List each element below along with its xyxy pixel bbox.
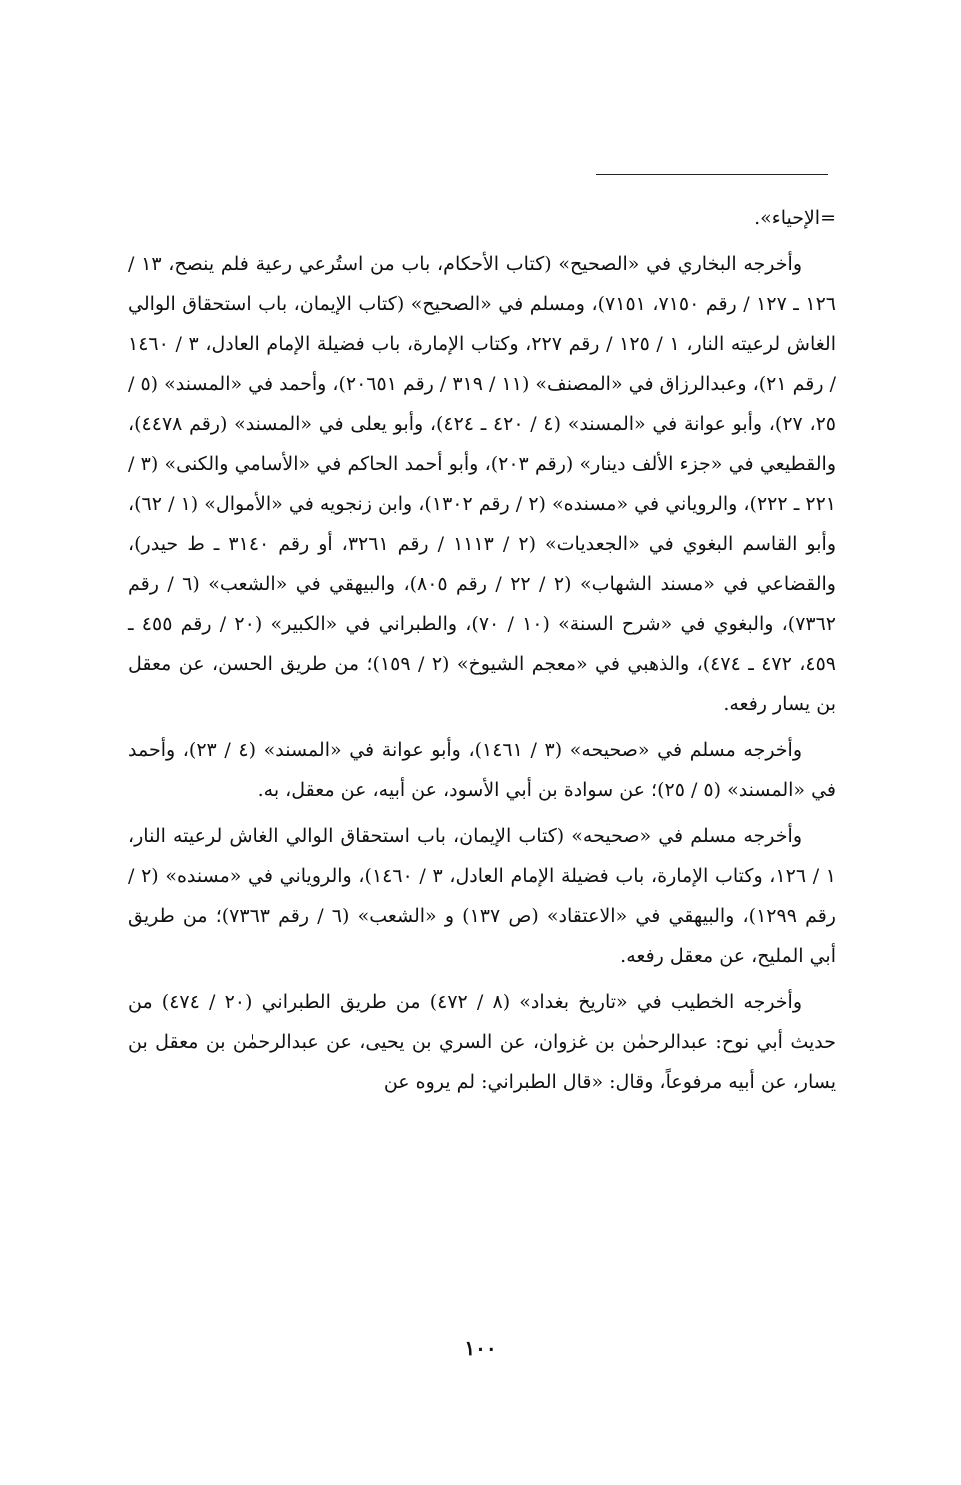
paragraph-4: وأخرجه الخطيب في «تاريخ بغداد» (٨ / ٤٧٢) من طريق الطبراني (٢٠ / ٤٧٤) من حديث أبي نوح: عبدالرحمٰن بن غزوان، عن السري بن يحيى، عن عبدالرحمٰن بن معقل بن يسار، عن أبيه مرفوعاً، وقال: «قال الطبراني: لم يروه عن <box>128 991 836 1093</box>
continuation-line: =الإحياء». <box>754 207 836 229</box>
footnote-text <box>128 198 836 1108</box>
paragraph-2: وأخرجه مسلم في «صحيحه» (٣ / ١٤٦١)، وأبو عوانة في «المسند» (٤ / ٢٣)، وأحمد في «المسند» (٥ / ٢٥)؛ عن سوادة بن أبي الأسود، عن أبيه، عن معقل، به. <box>128 739 836 801</box>
page-number: ١٠٠ <box>464 1336 497 1360</box>
paragraph-3: وأخرجه مسلم في «صحيحه» (كتاب الإيمان، باب استحقاق الوالي الغاش لرعيته النار، ١ / ١٢٦، وكتاب الإمارة، باب فضيلة الإمام العادل، ٣ / ١٤٦٠)، والروياني في «مسنده» (٢ / رقم ١٢٩٩)، والبيهقي في «الاعتقاد» (ص ١٣٧) و «الشعب» (٦ / رقم ٧٣٦٣)؛ من طريق أبي المليح، عن معقل رفعه. <box>128 825 836 967</box>
paragraph-1: وأخرجه البخاري في «الصحيح» (كتاب الأحكام، باب من استُرعي رعية فلم ينصح، ١٣ / ١٢٦ ـ ١٢٧ / رقم ٧١٥٠، ٧١٥١)، ومسلم في «الصحيح» (كتاب الإيمان، باب استحقاق الوالي الغاش لرعيته النار، ١ / ١٢٥ / رقم ٢٢٧، وكتاب الإمارة، باب فضيلة الإمام العادل، ٣ / ١٤٦٠ / رقم ٢١)، وعبدالرزاق في «المصنف» (١١ / ٣١٩ / رقم ٢٠٦٥١)، وأحمد في «المسند» (٥ / ٢٥، ٢٧)، وأبو عوانة في «المسند» (٤ / ٤٢٠ ـ ٤٢٤)، وأبو يعلى في «المسند» (رقم ٤٤٧٨)، والقطيعي في «جزء الألف دينار» (رقم ٢٠٣)، وأبو أحمد الحاكم في «الأسامي والكنى» (٣ / ٢٢١ ـ ٢٢٢)، والروياني في «مسنده» (٢ / رقم ١٣٠٢)، وابن زنجويه في «الأموال» (١ / ٦٢)، وأبو القاسم البغوي في «الجعديات» (٢ / ١١١٣ / رقم ٣٢٦١، أو رقم ٣١٤٠ ـ ط حيدر)، والقضاعي في «مسند الشهاب» (٢ / ٢٢ / رقم ٨٠٥)، والبيهقي في «الشعب» (٦ / رقم ٧٣٦٢)، والبغوي في «شرح السنة» (١٠ / ٧٠)، والطبراني في «الكبير» (٢٠ / رقم ٤٥٥ ـ ٤٥٩، ٤٧٢ ـ ٤٧٤)، والذهبي في «معجم الشيوخ» (٢ / ١٥٩)؛ من طريق الحسن، عن معقل بن يسار رفعه. <box>128 253 837 715</box>
footnote-separator-line <box>596 174 828 175</box>
